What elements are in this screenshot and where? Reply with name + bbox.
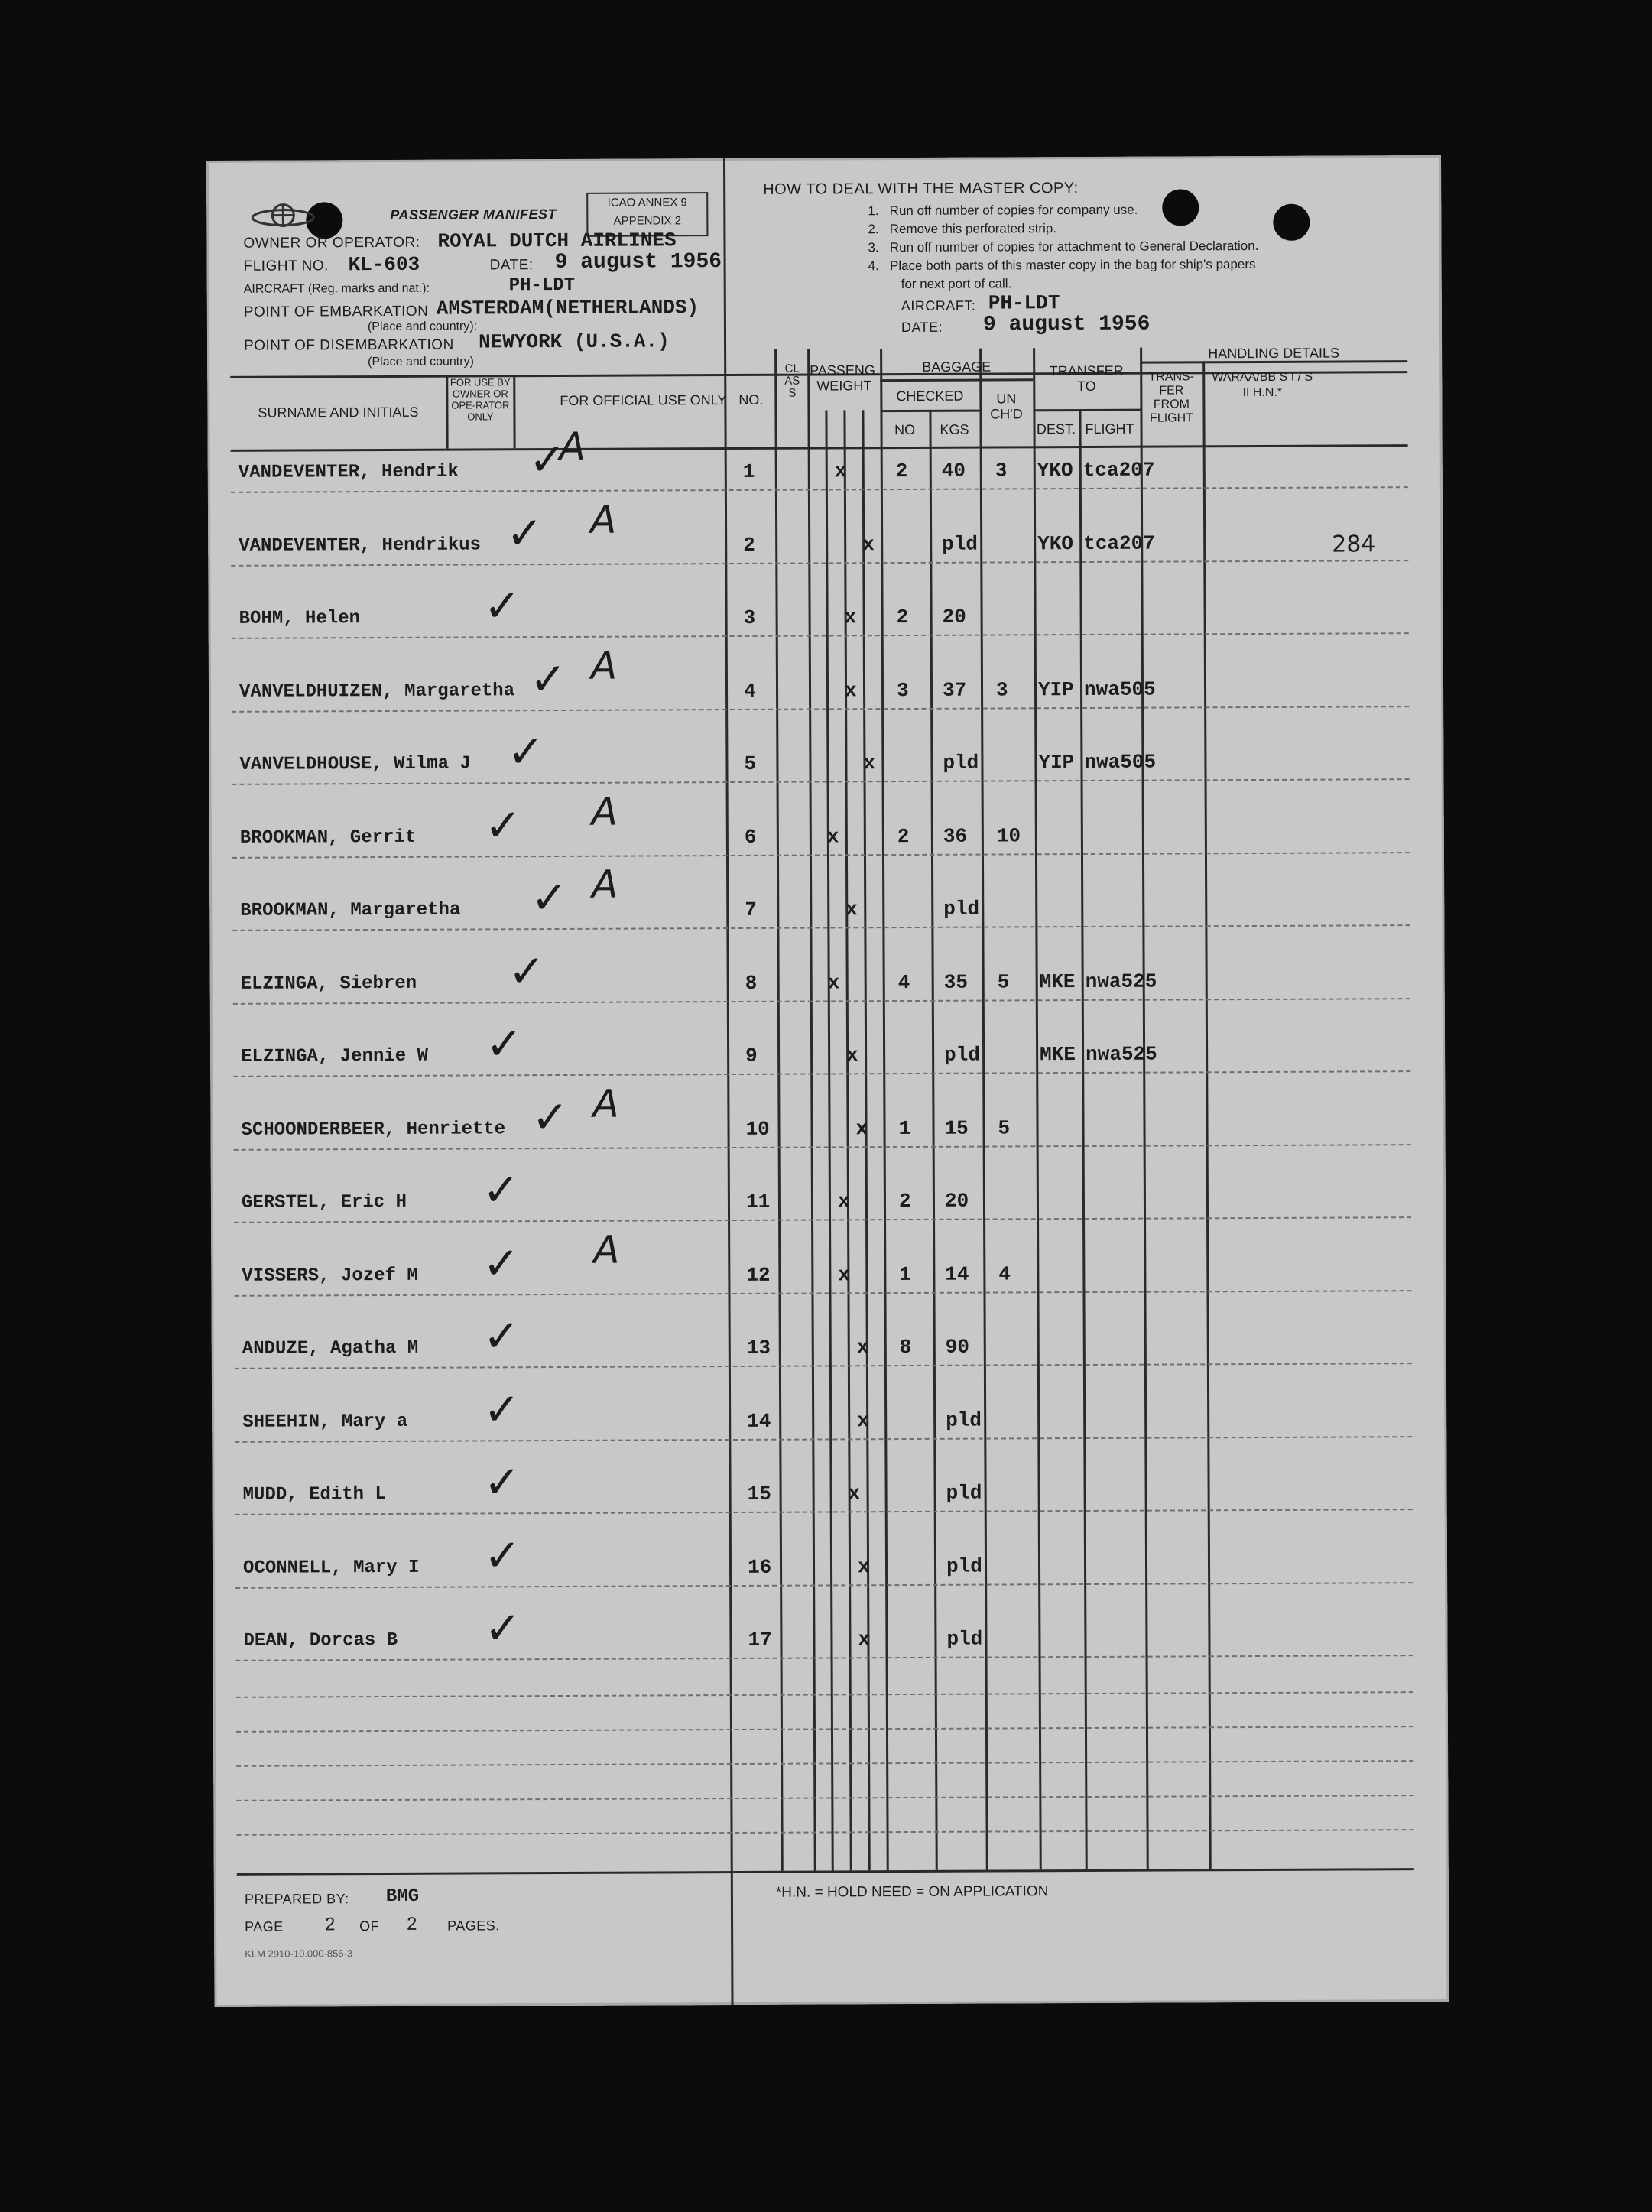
row-rule [235, 1509, 1413, 1515]
header-waraa: WARAA/BB S I / S II H.N.* [1212, 370, 1313, 400]
row-rule [232, 706, 1409, 713]
official-check-mark: ✓ [482, 1310, 521, 1363]
passenger-name: GERSTEL, Eric H [241, 1191, 407, 1213]
instr-date-label: DATE: [901, 319, 943, 336]
official-annotation: A [589, 497, 617, 542]
weight-mark: x [858, 1628, 871, 1652]
row-number: 1 [742, 460, 755, 483]
instruction-text-cont: for next port of call. [901, 276, 1012, 292]
official-check-mark: ✓ [531, 1090, 570, 1143]
footnote: *H.N. = HOLD NEED = ON APPLICATION [775, 1883, 1049, 1901]
weight-mark: x [844, 678, 857, 702]
page-value: 2 [325, 1914, 336, 1935]
row-number: 12 [746, 1263, 771, 1287]
weight-mark: x [826, 824, 839, 848]
baggage-kgs: pld [946, 1481, 982, 1505]
header-unchd: UN CH'D [990, 391, 1023, 422]
official-check-mark: ✓ [482, 1382, 521, 1435]
official-annotation: A [593, 1227, 620, 1272]
place-note-2: (Place and country) [368, 355, 474, 369]
table-row [213, 1602, 1447, 1694]
unchecked-count: 4 [998, 1262, 1011, 1285]
punch-hole [1162, 189, 1199, 226]
row-rule [235, 1436, 1412, 1443]
passenger-name: OCONNELL, Mary I [242, 1557, 420, 1579]
instruction-item: 2. Remove this perforated strip. [868, 221, 1057, 237]
baggage-kgs: pld [943, 897, 980, 921]
table-row [213, 1528, 1447, 1620]
weight-mark: x [838, 1262, 851, 1286]
table-row [209, 789, 1444, 890]
official-check-mark: ✓ [483, 1528, 521, 1581]
passenger-name: BROOKMAN, Gerrit [239, 827, 417, 849]
passenger-name: VANDEVENTER, Hendrikus [239, 534, 482, 557]
baggage-count: 3 [896, 678, 909, 702]
header-handling: HANDLING DETAILS [1208, 345, 1339, 362]
weight-mark: x [855, 1116, 868, 1140]
header-official-use: FOR OFFICIAL USE ONLY [560, 392, 727, 408]
weight-mark: x [848, 1482, 861, 1506]
flight-label: FLIGHT NO. [243, 258, 329, 274]
passenger-name: VANVELDHUIZEN, Margaretha [239, 680, 515, 703]
handling-code: 284 [1332, 530, 1376, 558]
official-annotation: A [591, 789, 618, 834]
instruction-text: Run off number of copies for attachment to General Declaration. [889, 238, 1259, 255]
weight-mark: x [837, 1190, 850, 1213]
row-number: 10 [745, 1117, 770, 1141]
row-number: 17 [748, 1628, 772, 1652]
baggage-count: 2 [898, 1189, 911, 1213]
baggage-kgs: 20 [942, 605, 966, 629]
row-rule [234, 1290, 1411, 1297]
official-check-mark: ✓ [483, 580, 521, 632]
punch-hole [1273, 204, 1310, 241]
instruction-item: 1. Run off number of copies for company use. [868, 202, 1138, 219]
weight-mark: x [846, 1044, 858, 1067]
header-transfer: TRANSFER TO [1049, 362, 1124, 395]
row-rule [233, 1070, 1410, 1077]
transfer-dest: YKO [1037, 531, 1074, 555]
row-rule [234, 1216, 1411, 1223]
weight-mark: x [857, 1408, 869, 1432]
baggage-count: 1 [898, 1116, 911, 1140]
weight-mark: x [856, 1336, 869, 1359]
baggage-sub-rule [880, 378, 1033, 382]
row-rule [235, 1582, 1413, 1589]
disembark-value: NEWYORK (U.S.A.) [478, 330, 670, 354]
place-note-1: (Place and country): [367, 320, 478, 334]
checked-sub-rule [880, 410, 979, 413]
baggage-kgs: pld [946, 1408, 982, 1432]
official-check-mark: ✓ [508, 944, 546, 997]
transfer-flight: tca207 [1083, 531, 1155, 555]
baggage-kgs: pld [946, 1627, 983, 1651]
transfer-flight: tca207 [1082, 458, 1155, 482]
row-rule [236, 1655, 1413, 1661]
header-passeng-weight: PASSENG. WEIGHT [810, 362, 879, 394]
row-number: 8 [745, 971, 758, 995]
table-row [213, 1456, 1447, 1548]
empty-row-rule [236, 1760, 1413, 1767]
baggage-kgs: 37 [942, 678, 967, 702]
weight-mark: x [863, 752, 876, 775]
embark-value: AMSTERDAM(NETHERLANDS) [436, 296, 699, 320]
row-rule [232, 924, 1410, 931]
page-label: PAGE [245, 1918, 284, 1934]
row-number: 11 [745, 1190, 771, 1213]
owner-label: OWNER OR OPERATOR: [243, 234, 420, 252]
passenger-name: VISSERS, Jozef M [242, 1265, 418, 1287]
table-row [209, 643, 1443, 744]
weight-mark: x [844, 606, 857, 629]
header-checked-no: NO [894, 421, 916, 438]
official-annotation: A [590, 643, 618, 688]
official-check-mark: ✓ [483, 1456, 521, 1509]
baggage-kgs: 90 [945, 1335, 970, 1359]
instruction-text: Run off number of copies for company use. [889, 202, 1138, 219]
transfer-dest: MKE [1039, 970, 1076, 993]
unchecked-count: 3 [995, 677, 1008, 701]
empty-row-rule [236, 1795, 1413, 1801]
transfer-sub-rule [1033, 409, 1140, 412]
row-rule [231, 560, 1408, 567]
header-class: CLASS [784, 362, 800, 400]
table-row [210, 944, 1445, 1036]
embark-label: POINT OF EMBARKATION [243, 303, 429, 320]
instr-date-value: 9 august 1956 [982, 312, 1151, 337]
table-row [211, 1164, 1446, 1255]
header-kgs: KGS [940, 421, 969, 437]
transfer-flight: nwa525 [1086, 1042, 1157, 1066]
passenger-name: ANDUZE, Agatha M [242, 1337, 419, 1359]
header-flight: FLIGHT [1085, 421, 1134, 437]
official-check-mark: ✓ [505, 506, 544, 559]
transfer-flight: nwa505 [1083, 677, 1156, 701]
row-number: 2 [743, 533, 755, 557]
transfer-dest: YIP [1037, 677, 1074, 701]
instruction-text: Place both parts of this master copy in the bag for ship's papers [889, 257, 1256, 274]
date-value: 9 august 1956 [554, 250, 722, 275]
passenger-name: ELZINGA, Jennie W [241, 1045, 429, 1067]
pages-label: PAGES. [447, 1918, 500, 1934]
table-row [209, 580, 1443, 671]
baggage-kgs: 14 [945, 1262, 969, 1286]
header-surname: SURNAME AND INITIALS [258, 404, 419, 421]
baggage-kgs: 15 [944, 1116, 969, 1140]
flight-value: KL-603 [348, 252, 420, 277]
header-baggage: BAGGAGE [922, 359, 992, 375]
row-rule [234, 1144, 1411, 1151]
baggage-kgs: 35 [943, 970, 968, 994]
official-check-mark: ✓ [484, 798, 522, 851]
weight-mark: x [862, 532, 875, 556]
baggage-count: 2 [896, 605, 909, 629]
instruction-item: 4. Place both parts of this master copy in the bag for ship's papers [868, 257, 1256, 274]
transfer-dest: YIP [1038, 751, 1075, 775]
official-check-mark: ✓ [529, 652, 567, 705]
official-annotation: A [592, 862, 618, 907]
table-bottom-rule [237, 1868, 1414, 1876]
table-row [209, 862, 1444, 963]
klm-logo-icon [248, 198, 317, 236]
row-number: 15 [747, 1482, 771, 1506]
row-number: 3 [743, 606, 756, 629]
row-rule [231, 486, 1408, 493]
header-owner-use: FOR USE BY OWNER OR OPE-RATOR ONLY [450, 376, 511, 423]
baggage-count: 1 [899, 1262, 912, 1286]
row-number: 6 [744, 825, 757, 849]
weight-mark: x [827, 970, 840, 994]
official-check-mark: ✓ [531, 871, 568, 924]
col-divider [446, 375, 448, 449]
instruction-text: Remove this perforated strip. [889, 221, 1057, 237]
header-checked: CHECKED [896, 388, 964, 404]
of-value: 2 [407, 1913, 417, 1934]
row-rule [235, 1363, 1412, 1369]
table-row [212, 1382, 1446, 1474]
passenger-name: MUDD, Edith L [242, 1483, 386, 1506]
aircraft-label: AIRCRAFT (Reg. marks and nat.): [243, 281, 430, 296]
baggage-count: 2 [895, 460, 908, 483]
baggage-count: 8 [899, 1335, 912, 1359]
official-check-mark: ✓ [482, 1164, 520, 1216]
official-check-mark: ✓ [507, 726, 545, 778]
passenger-name: DEAN, Dorcas B [243, 1629, 398, 1652]
table-row [212, 1310, 1446, 1402]
passenger-name: SHEEHIN, Mary a [242, 1411, 408, 1433]
of-label: OF [359, 1918, 380, 1934]
official-check-mark: ✓ [484, 1602, 522, 1655]
official-annotation: A [592, 1081, 619, 1126]
row-rule [232, 632, 1409, 639]
prepared-label: PREPARED BY: [244, 1891, 349, 1907]
baggage-kgs: pld [944, 1043, 980, 1067]
passenger-name: VANDEVENTER, Hendrik [238, 461, 459, 483]
table-row [209, 726, 1443, 817]
row-number: 16 [747, 1555, 772, 1579]
baggage-kgs: pld [942, 532, 979, 556]
baggage-count: 2 [897, 824, 910, 848]
header-no: NO. [738, 391, 764, 408]
row-number: 9 [745, 1044, 758, 1067]
baggage-kgs: pld [943, 751, 979, 775]
instructions-heading: HOW TO DEAL WITH THE MASTER COPY: [763, 180, 1079, 198]
unchecked-count: 10 [996, 823, 1021, 847]
instr-aircraft-label: AIRCRAFT: [901, 297, 976, 314]
col-divider [513, 375, 515, 448]
transfer-flight: nwa525 [1085, 970, 1157, 993]
instr-aircraft-value: PH-LDT [988, 291, 1060, 315]
row-rule [232, 778, 1410, 785]
aircraft-value: PH-LDT [508, 274, 576, 297]
weight-mark: x [845, 898, 858, 921]
row-number: 7 [745, 898, 757, 921]
empty-row-rule [236, 1726, 1413, 1733]
annex-line-1: ICAO ANNEX 9 [607, 196, 687, 210]
table-row [210, 1018, 1445, 1109]
passenger-name: ELZINGA, Siebren [240, 973, 417, 995]
empty-row-rule [237, 1829, 1414, 1836]
row-number: 14 [747, 1409, 771, 1433]
passenger-name: BROOKMAN, Margaretha [240, 899, 461, 921]
row-rule [233, 998, 1410, 1005]
passenger-name: SCHOONDERBEER, Henriette [241, 1118, 506, 1141]
baggage-count: 4 [897, 970, 910, 994]
weight-mark: x [834, 460, 847, 483]
owner-value: ROYAL DUTCH AIRLINES [437, 229, 677, 253]
official-check-mark: ✓ [482, 1236, 521, 1289]
header-dest: DEST. [1036, 421, 1076, 437]
unchecked-count: 5 [997, 970, 1010, 993]
official-annotation: A [559, 424, 586, 469]
transfer-dest: MKE [1040, 1043, 1076, 1067]
passenger-name: BOHM, Helen [239, 608, 361, 629]
table-row [211, 1227, 1446, 1328]
unchecked-count: 3 [995, 459, 1008, 482]
disembark-label: POINT OF DISEMBARKATION [244, 336, 454, 354]
prepared-value: BMG [385, 1886, 420, 1907]
official-check-mark: ✓ [485, 1018, 523, 1070]
weight-mark: x [857, 1554, 870, 1578]
baggage-kgs: 20 [944, 1189, 969, 1213]
transfer-flight: nwa505 [1084, 750, 1157, 774]
annex-line-2: APPENDIX 2 [613, 214, 682, 228]
row-number: 5 [744, 752, 757, 775]
row-number: 4 [743, 679, 756, 703]
form-title: PASSENGER MANIFEST [390, 206, 557, 222]
baggage-kgs: pld [946, 1554, 982, 1578]
unchecked-count: 5 [998, 1116, 1011, 1139]
date-label: DATE: [489, 257, 534, 274]
table-row [210, 1081, 1445, 1182]
manifest-sheet [206, 155, 1449, 2007]
baggage-kgs: 40 [941, 459, 966, 482]
row-rule [232, 852, 1410, 859]
row-number: 13 [746, 1336, 771, 1359]
official-check-mark: ✓ [528, 433, 566, 486]
header-transfer-from: TRANS-FER FROM FLIGHT [1148, 370, 1195, 425]
baggage-kgs: 36 [943, 824, 968, 848]
instruction-item: 3. Run off number of copies for attachment to General Declaration. [868, 238, 1259, 255]
table-row [208, 497, 1443, 598]
form-code: KLM 2910-10.000-856-3 [245, 1947, 353, 1960]
passenger-name: VANVELDHOUSE, Wilma J [239, 753, 471, 775]
transfer-dest: YKO [1037, 459, 1073, 482]
